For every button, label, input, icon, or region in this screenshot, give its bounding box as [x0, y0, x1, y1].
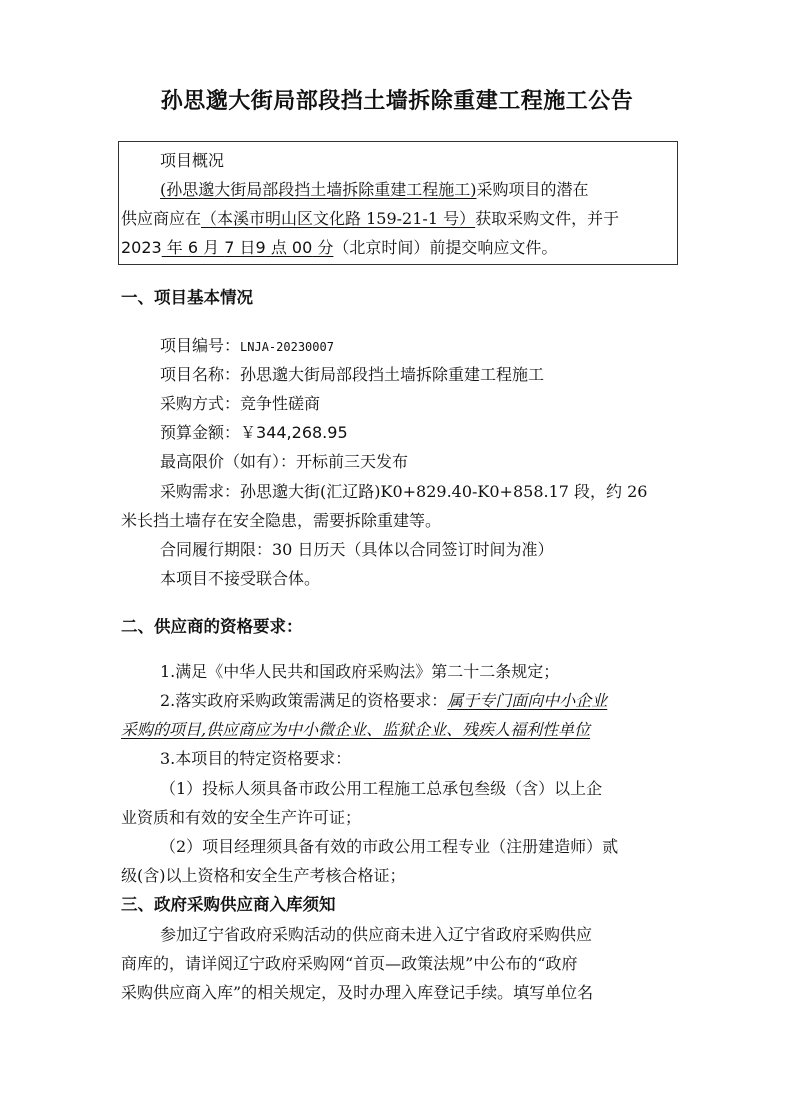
- requirement-2-policy-b: 采购的项目,供应商应为中小微企业、监狱企业、残疾人福利性单位: [121, 720, 591, 739]
- requirement-1: 1.满足《中华人民共和国政府采购法》第二十二条规定；: [160, 662, 560, 681]
- consortium-note: 本项目不接受联合体。: [160, 569, 321, 588]
- deadline-month: 6: [187, 238, 204, 257]
- section-3-para-line-2: 商库的，请详阅辽宁政府采购网“首页—政策法规”中公布的“政府: [121, 954, 578, 973]
- requirement-2-label: 2.落实政府采购政策需满足的资格要求：: [160, 691, 448, 710]
- overview-line-1: [160, 180, 589, 200]
- overview-line-3: [121, 238, 557, 258]
- procurement-method: 采购方式：竞争性磋商: [160, 394, 321, 413]
- contract-period: 合同履行期限：30 日历天（具体以合同签订时间为准）: [160, 540, 554, 559]
- requirement-3-2b: 级(含)以上资格和安全生产考核合格证；: [121, 866, 406, 885]
- deadline-day-unit: 日: [239, 238, 256, 257]
- overview-line-2-b: 获取采购文件，并于: [475, 209, 620, 228]
- section-2-heading: 二、供应商的资格要求：: [121, 617, 303, 636]
- overview-line-1-rest: 采购项目的潜在: [476, 180, 589, 199]
- deadline-rest: （北京时间）前提交响应文件。: [333, 238, 558, 257]
- project-code: [160, 336, 334, 357]
- section-1-heading: 一、项目基本情况: [121, 288, 253, 307]
- deadline-year: 2023: [121, 238, 162, 257]
- requirement-3-1a: （1）投标人须具备市政公用工程施工总承包叁级（含）以上企: [160, 779, 603, 798]
- max-price: 最高限价（如有）：开标前三天发布: [160, 452, 409, 471]
- overview-address: （本溪市明山区文化路 159-21-1 号）: [201, 209, 476, 228]
- budget-amount: [160, 423, 348, 443]
- section-3-para-line-3: 采购供应商入库”的相关规定，及时办理入库登记手续。填写单位名: [121, 983, 594, 1002]
- requirement-2-policy-a: 属于专门面向中小企业: [447, 691, 608, 710]
- project-code-value: LNJA-20230007: [240, 340, 334, 354]
- budget-label: 预算金额：: [160, 423, 241, 442]
- demand-line-1: 采购需求：孙思邈大街(汇辽路)K0+829.40-K0+858.17 段，约 26: [160, 482, 648, 501]
- deadline-month-unit: 月: [203, 238, 225, 257]
- requirement-3-2a: （2）项目经理须具备有效的市政公用工程专业（注册建造师）贰: [160, 837, 619, 856]
- overview-heading: 项目概况: [160, 151, 225, 170]
- requirement-2-cont: [121, 720, 590, 740]
- requirement-3: 3.本项目的特定资格要求：: [160, 749, 352, 768]
- budget-value: ￥344,268.95: [240, 423, 348, 442]
- deadline-hour-unit: 点: [265, 238, 292, 257]
- deadline-minute-unit: 分: [312, 238, 334, 257]
- deadline-year-unit: 年: [161, 238, 188, 257]
- project-name: 项目名称：孙思邈大街局部段挡土墙拆除重建工程施工: [160, 365, 545, 384]
- project-code-label: 项目编号：: [160, 336, 241, 355]
- overview-project-name: (孙思邈大街局部段挡土墙拆除重建工程施工): [160, 180, 477, 199]
- deadline-day: 7: [224, 238, 240, 257]
- section-3-heading: 三、政府采购供应商入库须知: [121, 895, 336, 914]
- demand-line-2: 米长挡土墙存在安全隐患，需要拆除重建等。: [121, 511, 442, 530]
- deadline-minute: 00: [291, 238, 313, 257]
- section-3-para-line-1: 参加辽宁省政府采购活动的供应商未进入辽宁省政府采购供应: [160, 925, 593, 944]
- requirement-3-1b: 业资质和有效的安全生产许可证；: [121, 808, 362, 827]
- page-title: 孙思邈大街局部段挡土墙拆除重建工程施工公告: [160, 89, 634, 114]
- requirement-2: [160, 691, 607, 711]
- overview-line-2: [121, 209, 619, 229]
- deadline-hour: 9: [255, 238, 266, 257]
- overview-line-2-a: 供应商应在: [121, 209, 202, 228]
